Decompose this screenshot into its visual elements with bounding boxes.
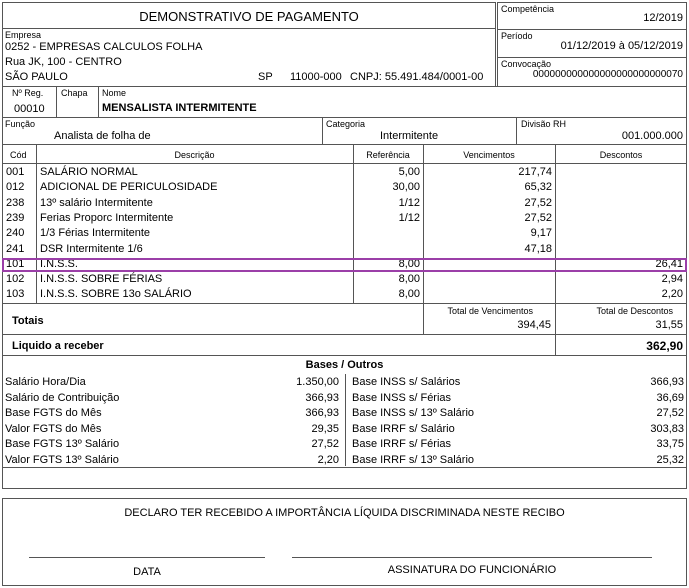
table-cell-referencia: 8,00 (398, 273, 420, 286)
col-divider-1 (36, 144, 37, 304)
bases-title: Bases / Outros (305, 359, 384, 371)
bases-left-value: 1.350,00 (296, 376, 339, 388)
employee-signature-line (292, 557, 652, 558)
bases-left-label: Valor FGTS do Mês (5, 422, 102, 435)
table-cell-referencia: 1/12 (398, 196, 420, 209)
empresa-cnpj: CNPJ: 55.491.484/0001-00 (350, 71, 484, 83)
total-descontos-label: Total de Descontos (596, 306, 673, 316)
bases-left-value: 366,93 (305, 391, 339, 404)
table-cell-descontos: 2,94 (661, 273, 683, 286)
bases-left-value: 27,52 (311, 438, 339, 450)
table-cell-vencimentos: 65,32 (524, 181, 552, 194)
table-cell-descricao: 13º salário Intermitente (40, 196, 153, 209)
funcao-label: Função (5, 119, 36, 129)
table-cell-cod: 241 (6, 242, 25, 255)
table-cell-referencia: 8,00 (398, 288, 420, 301)
divider-chapa (98, 86, 99, 118)
categoria-value: Intermitente (380, 130, 439, 142)
signature-label: ASSINATURA DO FUNCIONÁRIO (387, 564, 557, 576)
total-vencimentos-label: Total de Vencimentos (447, 306, 533, 316)
bases-right-label: Base INSS s/ Salários (352, 376, 461, 388)
date-signature-line (29, 557, 265, 558)
header-descontos: Descontos (599, 150, 643, 160)
bases-left-label: Valor FGTS 13º Salário (5, 453, 119, 466)
bases-left-value: 2,20 (317, 453, 339, 466)
empresa-cep: 11000-000 (290, 71, 342, 83)
total-vencimentos-value: 394,45 (517, 319, 551, 331)
divider-reg (56, 86, 57, 118)
table-cell-cod: 240 (6, 227, 25, 240)
table-cell-descontos: 2,20 (661, 288, 683, 301)
table-cell-vencimentos: 9,17 (530, 227, 552, 240)
table-cell-descricao: 1/3 Férias Intermitente (40, 227, 151, 240)
table-header-divider (2, 163, 687, 164)
table-cell-descricao: I.N.S.S. (40, 257, 78, 270)
table-cell-descricao: I.N.S.S. SOBRE FÉRIAS (40, 273, 163, 286)
bases-left-value: 366,93 (305, 407, 339, 419)
periodo-value: 01/12/2019 à 05/12/2019 (560, 40, 683, 52)
table-cell-vencimentos: 217,74 (518, 166, 552, 178)
empresa-uf: SP (258, 71, 273, 83)
table-cell-descontos: 26,41 (655, 257, 683, 270)
bases-left-label: Salário de Contribuição (5, 391, 120, 404)
bases-right-value: 33,75 (656, 438, 684, 450)
table-cell-descricao: Ferias Proporc Intermitente (40, 211, 174, 224)
divisao-value: 001.000.000 (621, 130, 683, 142)
bases-left-label: Salário Hora/Dia (5, 376, 86, 388)
reg-label: Nº Reg. (12, 88, 44, 98)
bases-right-label: Base IRRF s/ 13º Salário (352, 453, 475, 466)
divider-categoria (322, 117, 323, 145)
table-cell-referencia: 5,00 (398, 166, 420, 178)
divisao-label: Divisão RH (521, 119, 567, 129)
table-cell-vencimentos: 47,18 (524, 242, 552, 255)
table-cell-descricao: SALÁRIO NORMAL (40, 166, 138, 178)
table-cell-cod: 001 (6, 166, 25, 178)
bases-right-value: 36,69 (656, 391, 684, 404)
table-cell-referencia: 1/12 (398, 211, 420, 224)
totals-label: Totais (12, 315, 44, 327)
date-label: DATA (133, 566, 161, 578)
table-cell-cod: 103 (6, 288, 25, 301)
liquido-label: Liquido a receber (12, 340, 104, 352)
table-cell-vencimentos: 27,52 (524, 196, 552, 209)
table-cell-cod: 238 (6, 196, 25, 209)
liquido-value: 362,90 (646, 339, 683, 353)
table-cell-referencia: 30,00 (392, 181, 420, 194)
periodo-label: Período (501, 31, 533, 41)
page-title: DEMONSTRATIVO DE PAGAMENTO (139, 9, 359, 24)
bases-right-value: 25,32 (656, 453, 684, 466)
convocacao-value: 000000000000000000000000070 (532, 69, 683, 80)
table-cell-cod: 012 (6, 181, 25, 194)
table-cell-descricao: I.N.S.S. SOBRE 13o SALÁRIO (40, 288, 192, 301)
header-descricao: Descrição (174, 150, 215, 160)
empresa-cidade: SÃO PAULO (5, 71, 68, 83)
bases-right-value: 366,93 (650, 376, 684, 388)
empresa-label: Empresa (5, 30, 42, 40)
bases-left-label: Base FGTS 13º Salário (5, 438, 120, 450)
convocacao-label: Convocação (501, 59, 552, 69)
empresa-endereco: Rua JK, 100 - CENTRO (5, 56, 122, 68)
nome-label: Nome (102, 88, 127, 98)
header-divider (2, 28, 496, 29)
header-referencia: Referência (366, 150, 410, 160)
categoria-label: Categoria (326, 119, 366, 129)
table-cell-cod: 101 (6, 257, 25, 270)
declaration-text: DECLARO TER RECEBIDO A IMPORTÂNCIA LÍQUIDA DISCRIMINADA NESTE RECIBO (124, 507, 565, 519)
table-cell-referencia: 8,00 (398, 257, 420, 270)
table-cell-cod: 102 (6, 273, 25, 286)
header-vencimentos: Vencimentos (463, 150, 515, 160)
table-cell-vencimentos: 27,52 (524, 211, 552, 224)
bases-right-label: Base IRRF s/ Férias (352, 438, 452, 450)
reg-value: 00010 (14, 103, 45, 115)
bases-right-label: Base INSS s/ Férias (352, 391, 452, 404)
bases-left-value: 29,35 (311, 422, 339, 435)
table-cell-cod: 239 (6, 211, 25, 224)
empresa-nome: 0252 - EMPRESAS CALCULOS FOLHA (5, 41, 203, 53)
spacer-box (2, 467, 687, 489)
total-descontos-value: 31,55 (655, 319, 683, 331)
row-highlight (2, 258, 687, 272)
bases-right-value: 27,52 (656, 407, 684, 419)
competencia-label: Competência (501, 4, 555, 14)
bases-right-label: Base INSS s/ 13º Salário (352, 407, 475, 419)
bases-divider (345, 374, 346, 466)
employee-name: MENSALISTA INTERMITENTE (102, 102, 257, 114)
table-cell-descricao: ADICIONAL DE PERICULOSIDADE (40, 181, 218, 194)
competencia-value: 12/2019 (643, 12, 683, 24)
chapa-label: Chapa (61, 88, 88, 98)
bases-left-label: Base FGTS do Mês (5, 407, 102, 419)
bases-right-label: Base IRRF s/ Salário (352, 422, 455, 435)
bases-right-value: 303,83 (650, 422, 684, 435)
header-cod: Cód (10, 150, 27, 160)
funcao-value: Analista de folha de (54, 130, 151, 142)
table-cell-descricao: DSR Intermitente 1/6 (40, 242, 143, 255)
